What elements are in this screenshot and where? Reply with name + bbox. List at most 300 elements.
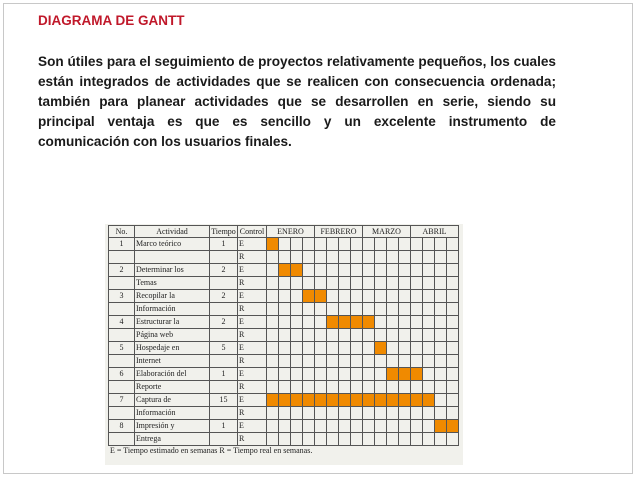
gantt-cell	[423, 342, 435, 355]
gantt-cell	[303, 407, 315, 420]
task-number-cont	[109, 381, 135, 394]
gantt-cell	[315, 368, 327, 381]
task-activity-cont: Temas	[135, 277, 210, 290]
gantt-bar-cell	[375, 342, 387, 355]
gantt-legend: E = Tiempo estimado en semanas R = Tiempo real en semanas.	[110, 446, 313, 455]
gantt-cell	[423, 368, 435, 381]
task-number-cont	[109, 303, 135, 316]
gantt-row-estimated	[109, 238, 459, 251]
gantt-cell	[387, 264, 399, 277]
gantt-cell	[303, 420, 315, 433]
task-number-cont	[109, 433, 135, 446]
task-number: 7	[109, 394, 135, 407]
gantt-bar-cell	[363, 316, 375, 329]
gantt-cell	[315, 238, 327, 251]
gantt-cell	[303, 355, 315, 368]
gantt-bar-cell	[327, 316, 339, 329]
gantt-cell	[267, 251, 279, 264]
gantt-row-real	[109, 277, 459, 290]
gantt-cell	[399, 277, 411, 290]
gantt-bar-cell	[387, 368, 399, 381]
gantt-cell	[387, 342, 399, 355]
gantt-cell	[387, 433, 399, 446]
task-activity-cont: Reporte	[135, 381, 210, 394]
gantt-cell	[291, 277, 303, 290]
gantt-cell	[423, 303, 435, 316]
gantt-chart-image	[105, 224, 463, 465]
slide-title: DIAGRAMA DE GANTT	[38, 13, 185, 28]
gantt-cell	[387, 290, 399, 303]
gantt-row-real	[109, 433, 459, 446]
gantt-cell	[399, 433, 411, 446]
gantt-cell	[411, 420, 423, 433]
gantt-cell	[291, 342, 303, 355]
gantt-cell	[423, 251, 435, 264]
gantt-cell	[447, 381, 459, 394]
gantt-cell	[363, 355, 375, 368]
gantt-cell	[363, 433, 375, 446]
gantt-cell	[303, 342, 315, 355]
gantt-cell	[291, 251, 303, 264]
task-control: R	[238, 407, 267, 420]
gantt-cell	[303, 381, 315, 394]
gantt-cell	[399, 420, 411, 433]
header-month-2: FEBRERO	[315, 226, 363, 238]
gantt-cell	[303, 316, 315, 329]
task-control: E	[238, 264, 267, 277]
gantt-cell	[423, 407, 435, 420]
gantt-cell	[303, 238, 315, 251]
gantt-cell	[351, 329, 363, 342]
gantt-cell	[399, 407, 411, 420]
gantt-cell	[399, 238, 411, 251]
gantt-cell	[447, 251, 459, 264]
gantt-cell	[327, 342, 339, 355]
gantt-cell	[291, 407, 303, 420]
task-number-cont	[109, 277, 135, 290]
gantt-cell	[411, 251, 423, 264]
gantt-cell	[399, 342, 411, 355]
gantt-cell	[327, 264, 339, 277]
gantt-cell	[279, 290, 291, 303]
gantt-bar-cell	[447, 420, 459, 433]
gantt-cell	[291, 368, 303, 381]
gantt-cell	[423, 381, 435, 394]
gantt-cell	[363, 381, 375, 394]
task-time: 2	[210, 316, 238, 329]
gantt-cell	[435, 394, 447, 407]
gantt-row-estimated	[109, 264, 459, 277]
gantt-cell	[447, 407, 459, 420]
header-no: No.	[109, 226, 135, 238]
task-control: E	[238, 368, 267, 381]
task-number: 4	[109, 316, 135, 329]
gantt-cell	[423, 316, 435, 329]
gantt-cell	[375, 264, 387, 277]
gantt-cell	[435, 238, 447, 251]
gantt-cell	[447, 394, 459, 407]
gantt-cell	[351, 433, 363, 446]
task-number: 8	[109, 420, 135, 433]
gantt-cell	[291, 290, 303, 303]
gantt-cell	[387, 407, 399, 420]
gantt-cell	[447, 329, 459, 342]
gantt-cell	[315, 420, 327, 433]
gantt-cell	[435, 329, 447, 342]
task-number-cont	[109, 407, 135, 420]
gantt-cell	[327, 251, 339, 264]
gantt-row-estimated	[109, 342, 459, 355]
task-control: E	[238, 290, 267, 303]
gantt-bar-cell	[291, 264, 303, 277]
gantt-cell	[435, 303, 447, 316]
gantt-cell	[375, 303, 387, 316]
gantt-cell	[363, 368, 375, 381]
slide-paragraph: Son útiles para el seguimiento de proyectos relativamente pequeños, los cuales están integrados de actividades que se realicen con consecuencia ordenada; también para planear actividades que se desarrollen en serie, siendo su principal ventaja es que es sencillo y un excelente instrumento de comunicación con los usuarios finales.	[38, 54, 556, 149]
gantt-cell	[267, 264, 279, 277]
gantt-cell	[339, 342, 351, 355]
task-time: 15	[210, 394, 238, 407]
task-control: R	[238, 303, 267, 316]
gantt-cell	[267, 290, 279, 303]
gantt-cell	[411, 407, 423, 420]
gantt-cell	[315, 407, 327, 420]
task-time: 2	[210, 264, 238, 277]
task-number: 1	[109, 238, 135, 251]
task-time-cont	[210, 303, 238, 316]
gantt-bar-cell	[399, 368, 411, 381]
gantt-cell	[399, 264, 411, 277]
gantt-cell	[435, 381, 447, 394]
header-month-3: MARZO	[363, 226, 411, 238]
gantt-cell	[351, 342, 363, 355]
gantt-bar-cell	[327, 394, 339, 407]
gantt-cell	[267, 420, 279, 433]
gantt-cell	[447, 264, 459, 277]
task-activity: Captura de	[135, 394, 210, 407]
gantt-cell	[363, 251, 375, 264]
gantt-bar-cell	[279, 264, 291, 277]
gantt-bar-cell	[351, 394, 363, 407]
gantt-row-estimated	[109, 394, 459, 407]
task-number-cont	[109, 355, 135, 368]
task-time: 1	[210, 420, 238, 433]
task-control: R	[238, 277, 267, 290]
task-control: R	[238, 381, 267, 394]
task-time-cont	[210, 381, 238, 394]
gantt-cell	[327, 368, 339, 381]
gantt-bar-cell	[267, 394, 279, 407]
gantt-bar-cell	[315, 394, 327, 407]
gantt-cell	[327, 303, 339, 316]
gantt-cell	[411, 433, 423, 446]
gantt-cell	[447, 290, 459, 303]
header-control: Control	[238, 226, 267, 238]
gantt-cell	[447, 368, 459, 381]
task-control: R	[238, 433, 267, 446]
gantt-cell	[435, 251, 447, 264]
gantt-bar-cell	[423, 394, 435, 407]
gantt-cell	[327, 277, 339, 290]
task-control: E	[238, 394, 267, 407]
gantt-cell	[375, 329, 387, 342]
task-time-cont	[210, 251, 238, 264]
gantt-cell	[279, 251, 291, 264]
gantt-cell	[435, 264, 447, 277]
task-number: 6	[109, 368, 135, 381]
gantt-cell	[435, 316, 447, 329]
task-activity-cont: Página web	[135, 329, 210, 342]
gantt-cell	[351, 303, 363, 316]
gantt-cell	[351, 420, 363, 433]
gantt-cell	[435, 290, 447, 303]
gantt-cell	[315, 316, 327, 329]
gantt-cell	[351, 277, 363, 290]
gantt-cell	[387, 303, 399, 316]
header-month-1: ENERO	[267, 226, 315, 238]
gantt-cell	[327, 420, 339, 433]
gantt-cell	[339, 420, 351, 433]
task-activity: Elaboración del	[135, 368, 210, 381]
task-activity: Marco teórico	[135, 238, 210, 251]
gantt-bar-cell	[435, 420, 447, 433]
gantt-cell	[387, 355, 399, 368]
gantt-cell	[375, 407, 387, 420]
gantt-cell	[423, 290, 435, 303]
gantt-cell	[375, 238, 387, 251]
gantt-cell	[315, 264, 327, 277]
gantt-cell	[267, 277, 279, 290]
gantt-cell	[327, 290, 339, 303]
gantt-cell	[339, 433, 351, 446]
gantt-cell	[351, 381, 363, 394]
task-control: R	[238, 355, 267, 368]
gantt-cell	[279, 303, 291, 316]
task-activity: Hospedaje en	[135, 342, 210, 355]
gantt-cell	[447, 433, 459, 446]
gantt-cell	[387, 420, 399, 433]
gantt-bar-cell	[339, 394, 351, 407]
gantt-cell	[315, 303, 327, 316]
gantt-cell	[267, 316, 279, 329]
gantt-cell	[411, 277, 423, 290]
gantt-cell	[279, 420, 291, 433]
gantt-cell	[303, 329, 315, 342]
gantt-cell	[351, 355, 363, 368]
gantt-cell	[279, 355, 291, 368]
gantt-cell	[363, 342, 375, 355]
gantt-cell	[279, 238, 291, 251]
gantt-cell	[387, 238, 399, 251]
task-time-cont	[210, 433, 238, 446]
gantt-cell	[327, 329, 339, 342]
gantt-cell	[339, 303, 351, 316]
gantt-cell	[447, 277, 459, 290]
task-activity: Recopilar la	[135, 290, 210, 303]
gantt-cell	[291, 420, 303, 433]
gantt-cell	[339, 329, 351, 342]
task-time-cont	[210, 407, 238, 420]
gantt-row-real	[109, 303, 459, 316]
gantt-cell	[315, 329, 327, 342]
gantt-cell	[375, 355, 387, 368]
task-number-cont	[109, 329, 135, 342]
gantt-cell	[411, 329, 423, 342]
gantt-cell	[375, 420, 387, 433]
gantt-cell	[315, 433, 327, 446]
gantt-cell	[279, 368, 291, 381]
gantt-cell	[339, 368, 351, 381]
gantt-cell	[399, 381, 411, 394]
gantt-cell	[291, 381, 303, 394]
gantt-cell	[291, 316, 303, 329]
gantt-cell	[411, 303, 423, 316]
task-activity-cont: Entrega	[135, 433, 210, 446]
gantt-row-estimated	[109, 316, 459, 329]
gantt-cell	[303, 277, 315, 290]
gantt-cell	[279, 342, 291, 355]
gantt-cell	[291, 355, 303, 368]
gantt-cell	[375, 277, 387, 290]
task-control: E	[238, 342, 267, 355]
gantt-cell	[399, 329, 411, 342]
task-activity: Determinar los	[135, 264, 210, 277]
gantt-row-real	[109, 407, 459, 420]
gantt-row-real	[109, 381, 459, 394]
gantt-cell	[447, 303, 459, 316]
task-activity-cont	[135, 251, 210, 264]
gantt-cell	[339, 290, 351, 303]
gantt-cell	[267, 303, 279, 316]
gantt-cell	[387, 277, 399, 290]
gantt-cell	[399, 303, 411, 316]
gantt-cell	[303, 303, 315, 316]
gantt-cell	[363, 420, 375, 433]
gantt-bar-cell	[303, 290, 315, 303]
gantt-bar-cell	[399, 394, 411, 407]
task-activity-cont: Información	[135, 303, 210, 316]
gantt-bar-cell	[411, 394, 423, 407]
task-number: 2	[109, 264, 135, 277]
gantt-row-estimated	[109, 290, 459, 303]
gantt-cell	[267, 355, 279, 368]
gantt-bar-cell	[303, 394, 315, 407]
task-time-cont	[210, 355, 238, 368]
gantt-cell	[339, 238, 351, 251]
gantt-row-real	[109, 355, 459, 368]
gantt-cell	[387, 381, 399, 394]
gantt-cell	[363, 303, 375, 316]
task-control: E	[238, 316, 267, 329]
gantt-cell	[399, 316, 411, 329]
gantt-cell	[375, 251, 387, 264]
gantt-cell	[411, 264, 423, 277]
header-time: Tiempo	[211, 227, 236, 236]
task-time: 1	[210, 238, 238, 251]
gantt-cell	[351, 290, 363, 303]
gantt-cell	[375, 290, 387, 303]
task-time-cont	[210, 329, 238, 342]
gantt-cell	[279, 407, 291, 420]
gantt-cell	[411, 355, 423, 368]
gantt-cell	[423, 355, 435, 368]
gantt-cell	[339, 264, 351, 277]
gantt-cell	[387, 316, 399, 329]
gantt-cell	[363, 407, 375, 420]
gantt-cell	[435, 342, 447, 355]
gantt-cell	[315, 381, 327, 394]
gantt-cell	[303, 433, 315, 446]
gantt-cell	[315, 251, 327, 264]
gantt-cell	[387, 251, 399, 264]
gantt-cell	[315, 355, 327, 368]
gantt-bar-cell	[267, 238, 279, 251]
task-activity-cont: Información	[135, 407, 210, 420]
gantt-cell	[327, 355, 339, 368]
gantt-cell	[411, 381, 423, 394]
gantt-cell	[267, 368, 279, 381]
gantt-cell	[339, 407, 351, 420]
gantt-cell	[387, 329, 399, 342]
gantt-cell	[327, 238, 339, 251]
gantt-cell	[435, 368, 447, 381]
gantt-cell	[363, 238, 375, 251]
gantt-cell	[291, 329, 303, 342]
gantt-cell	[435, 277, 447, 290]
gantt-cell	[303, 251, 315, 264]
gantt-cell	[399, 290, 411, 303]
gantt-cell	[447, 316, 459, 329]
task-time: 1	[210, 368, 238, 381]
gantt-cell	[267, 433, 279, 446]
gantt-cell	[423, 277, 435, 290]
gantt-cell	[435, 407, 447, 420]
gantt-cell	[267, 381, 279, 394]
gantt-cell	[339, 355, 351, 368]
gantt-cell	[267, 407, 279, 420]
gantt-cell	[363, 277, 375, 290]
gantt-cell	[279, 433, 291, 446]
gantt-cell	[411, 238, 423, 251]
gantt-cell	[279, 277, 291, 290]
gantt-cell	[435, 433, 447, 446]
task-activity-cont: Internet	[135, 355, 210, 368]
task-number: 5	[109, 342, 135, 355]
gantt-cell	[447, 238, 459, 251]
gantt-bar-cell	[339, 316, 351, 329]
gantt-cell	[291, 433, 303, 446]
gantt-cell	[327, 433, 339, 446]
gantt-bar-cell	[351, 316, 363, 329]
task-control: E	[238, 420, 267, 433]
gantt-cell	[423, 329, 435, 342]
gantt-cell	[279, 316, 291, 329]
gantt-cell	[351, 264, 363, 277]
gantt-cell	[363, 264, 375, 277]
task-activity: Estructurar la	[135, 316, 210, 329]
gantt-cell	[399, 251, 411, 264]
gantt-cell	[339, 277, 351, 290]
header-activity: Actividad	[135, 226, 210, 238]
gantt-bar-cell	[411, 368, 423, 381]
gantt-cell	[351, 251, 363, 264]
gantt-row-real	[109, 329, 459, 342]
gantt-cell	[327, 381, 339, 394]
gantt-cell	[315, 277, 327, 290]
gantt-cell	[351, 407, 363, 420]
task-number: 3	[109, 290, 135, 303]
gantt-cell	[267, 342, 279, 355]
